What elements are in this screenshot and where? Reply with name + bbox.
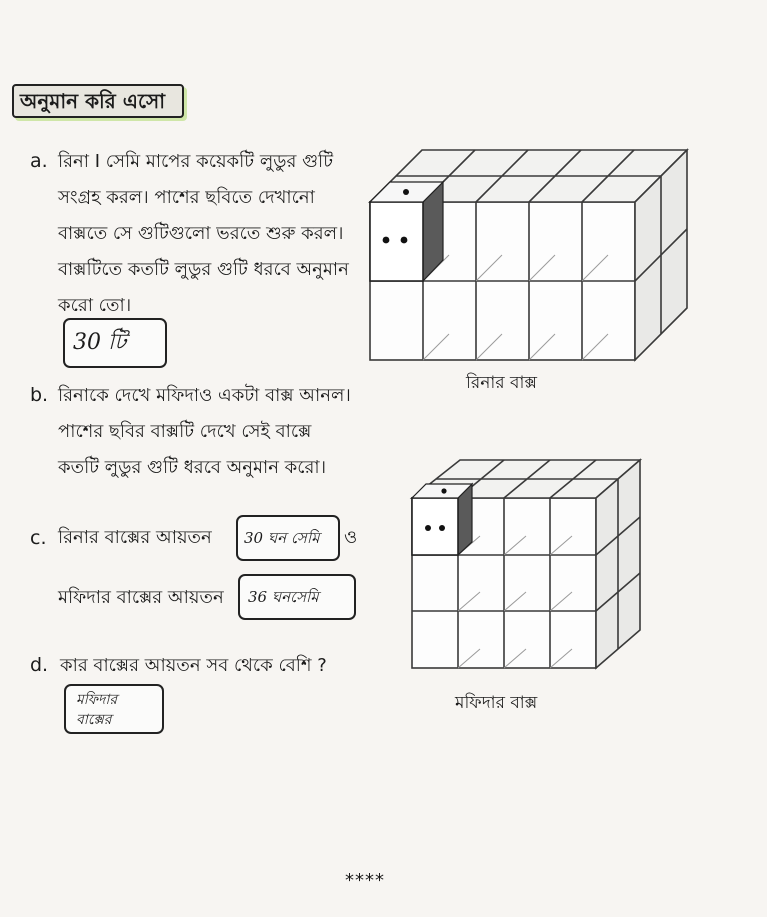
question-c-line-2: মফিদার বাক্সের আয়তন — [58, 587, 224, 608]
question-a-line: রিনা I সেমি মাপের কয়েকটি লুডুর গুটি — [58, 151, 334, 172]
answer-box-c-mofida: 36 ঘনসেমি — [238, 574, 356, 620]
answer-box-a: 30 টি — [63, 318, 167, 368]
question-d-letter: d. — [30, 654, 49, 676]
answer-box-c-rina: 30 ঘন সেমি — [236, 515, 340, 561]
question-a-text — [58, 144, 368, 324]
question-c-line-1: রিনার বাক্সের আয়তন — [58, 527, 212, 548]
question-a-line: বাক্সটিতে কতটি লুডুর গুটি ধরবে অনুমান — [58, 259, 349, 280]
question-a-line: সংগ্রহ করল। পাশের ছবিতে দেখানো — [58, 187, 315, 208]
answer-d-line: বাক্সের — [76, 712, 112, 728]
question-d-text: কার বাক্সের আয়তন সব থেকে বেশি ? — [60, 655, 327, 676]
question-a-line: করো তো। — [58, 295, 132, 316]
question-b-line: রিনাকে দেখে মফিদাও একটা বাক্স আনল। — [58, 385, 351, 406]
question-a-line: বাক্সতে সে গুটিগুলো ভরতে শুরু করল। — [58, 223, 344, 244]
question-b-letter: b. — [30, 384, 49, 406]
rina-box-figure — [364, 148, 694, 366]
ludo-die-icon — [370, 182, 443, 281]
ludo-die-icon — [412, 484, 472, 555]
question-c-connector: ও — [344, 527, 358, 548]
question-b-text — [58, 378, 378, 486]
answer-box-d — [64, 684, 164, 734]
question-b-line: কতটি লুডুর গুটি ধরবে অনুমান করো। — [58, 457, 327, 478]
section-heading: অনুমান করি এসো — [12, 84, 184, 118]
question-b-line: পাশের ছবির বাক্সটি দেখে সেই বাক্সে — [58, 421, 312, 442]
question-c-letter: c. — [30, 527, 47, 549]
mofida-box-figure — [408, 458, 644, 674]
rina-box-caption: রিনার বাক্স — [466, 373, 537, 393]
footer-stars: **** — [345, 870, 385, 891]
mofida-box-caption: মফিদার বাক্স — [455, 693, 538, 713]
question-a-letter: a. — [30, 150, 48, 172]
answer-d-line: মফিদার — [76, 692, 118, 708]
